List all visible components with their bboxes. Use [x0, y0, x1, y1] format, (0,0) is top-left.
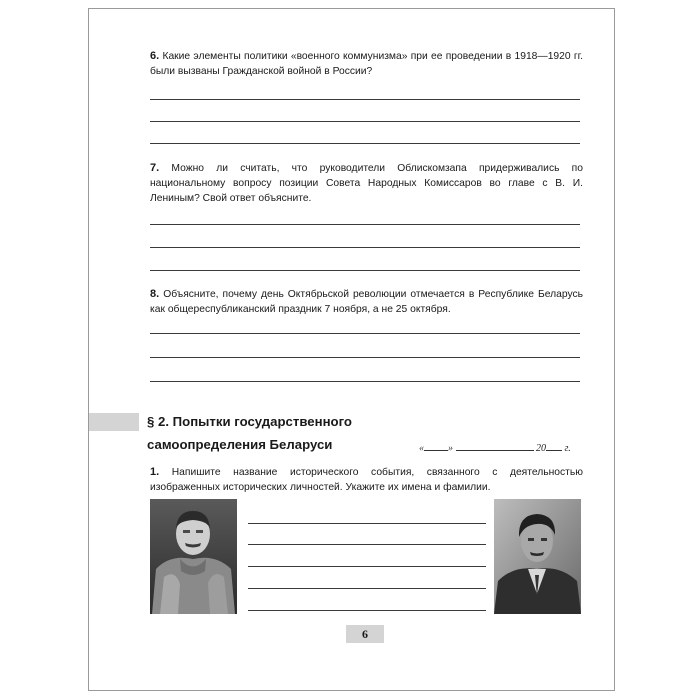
- answer-line[interactable]: [150, 381, 580, 382]
- question-number: 7.: [150, 162, 160, 174]
- date-field[interactable]: [419, 440, 571, 454]
- workbook-page: [88, 8, 615, 691]
- portrait-photo-right: [494, 499, 581, 614]
- question-number: 8.: [150, 288, 160, 300]
- answer-line[interactable]: [150, 333, 580, 334]
- question-text: Объясните, почему день Октябрьской революции отмечается в Республике Беларусь как общереспубликанский праздник 7 ноября, а не 25 октября.: [150, 289, 583, 315]
- task-number: 1.: [150, 466, 160, 478]
- date-quote-close: »: [448, 443, 453, 454]
- photo-answer-line[interactable]: [248, 610, 486, 611]
- photo-answer-line[interactable]: [248, 544, 486, 545]
- section-marker-bar: [89, 413, 139, 431]
- day-blank[interactable]: [424, 440, 448, 451]
- photo-answer-line[interactable]: [248, 523, 486, 524]
- question-8: [150, 287, 583, 317]
- answer-line[interactable]: [150, 143, 580, 144]
- answer-line[interactable]: [150, 247, 580, 248]
- answer-line[interactable]: [150, 224, 580, 225]
- year-prefix: 20: [536, 443, 546, 454]
- question-text: Какие элементы политики «военного коммунизма» при ее проведении в 1918—1920 гг. были вызваны Гражданской войной в России?: [150, 51, 583, 77]
- portrait-left-image: [150, 499, 237, 614]
- portrait-photo-left: [150, 499, 237, 614]
- year-blank[interactable]: [546, 440, 562, 451]
- answer-line[interactable]: [150, 270, 580, 271]
- task-1: [150, 465, 583, 495]
- answer-line[interactable]: [150, 357, 580, 358]
- photo-answer-line[interactable]: [248, 588, 486, 589]
- year-suffix: г.: [564, 443, 571, 454]
- question-6: [150, 49, 583, 79]
- page-number: 6: [346, 625, 384, 643]
- portrait-right-image: [494, 499, 581, 614]
- task-text: Напишите название исторического события, связанного с деятельностью изображенных исторических личностей. Укажите их имена и фамилии.: [150, 467, 583, 493]
- section-title-line1: § 2. Попытки государственного: [147, 414, 352, 429]
- month-blank[interactable]: [456, 440, 534, 451]
- date-quote-open: «: [419, 443, 424, 454]
- question-text: Можно ли считать, что руководители Облискомзапа придерживались по национальному вопросу позиции Совета Народных Комиссаров во главе с В. И. Лениным? Свой ответ объясните.: [150, 163, 583, 204]
- question-number: 6.: [150, 50, 160, 62]
- photo-answer-line[interactable]: [248, 566, 486, 567]
- answer-line[interactable]: [150, 121, 580, 122]
- answer-line[interactable]: [150, 99, 580, 100]
- question-7: [150, 161, 583, 206]
- section-title-line2: самоопределения Беларуси: [147, 437, 333, 452]
